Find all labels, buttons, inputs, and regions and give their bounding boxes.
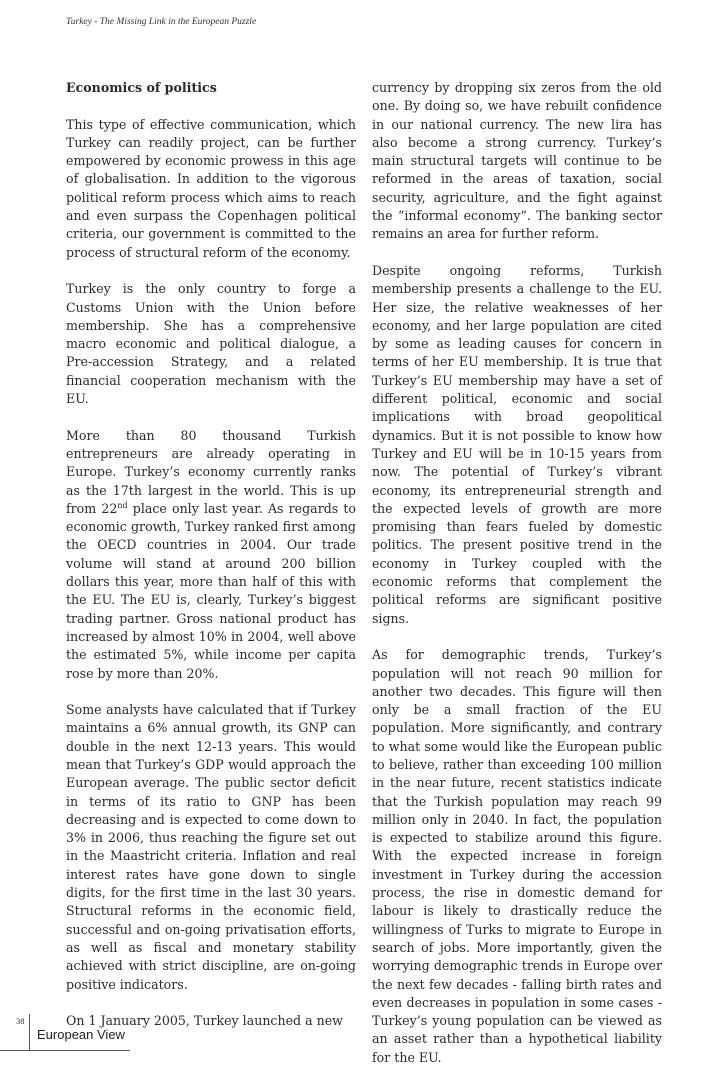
section-heading: Economics of politics — [66, 80, 217, 95]
running-header: Turkey - The Missing Link in the European Puzzle — [66, 17, 257, 27]
footer-publication-title: European View — [37, 1027, 125, 1042]
page-number: 38 — [16, 1016, 25, 1026]
paragraph-customs-union: Turkey is the only country to forge a Customs Union with the Union before membership. She has a comprehensive macro economic and political dialogue, a Pre-accession Strategy, and a related financial cooperation mechanism with the EU. — [66, 281, 356, 407]
paragraph-currency-continued: currency by dropping six zeros from the old one. By doing so, we have rebuilt confidence in our national currency. The new lira has also become a strong currency. Turkey’s main structural targets will continue to be reformed in the areas of taxation, social security, agriculture, and the fight against the “informal economy”. The banking sector remains an area for further reform. — [372, 80, 662, 242]
paragraph-new-currency-start: On 1 January 2005, Turkey launched a new — [66, 1013, 343, 1029]
paragraph-communication: This type of effective communication, which Turkey can readily project, can be further empowered by economic prowess in this age of globalisation. In addition to the vigorous political reform process which aims to reach and even surpass the Copenhagen political criteria, our government is committed to the process of structural reform of the economy. — [66, 116, 356, 260]
right-column — [372, 79, 662, 1067]
paragraph-entrepreneurs-part-b: place only last year. As regards to economic growth, Turkey ranked first among the OECD countries in 2004. Our trade volume will stand at around 200 billion dollars this year, more than half of this with the EU. The EU is, clearly, Turkey’s biggest trading partner. Gross national product has increased by almost 10% in 2004, well above the estimated 5%, while income per capita rose by more than 20%. — [66, 500, 356, 681]
paragraph-entrepreneurs-part-a: More than 80 thousand Turkish entrepreneurs are already operating in Europe. Turkey’s economy currently ranks as the 17th largest in the world. This is up from 22 — [66, 427, 356, 516]
left-column — [66, 79, 356, 1030]
paragraph-entrepreneurs — [66, 427, 356, 683]
footer-horizontal-rule — [0, 1050, 130, 1051]
paragraph-membership-challenge: Despite ongoing reforms, Turkish membership presents a challenge to the EU. Her size, the relative weaknesses of her economy, and her large population are cited by some as leading causes for concern in terms of her EU membership. It is true that Turkey’s EU membership may have a set of different political, economic and social implications with broad geopolitical dynamics. But it is not possible to know how Turkey and EU will be in 10-15 years from now. The potential of Turkey’s vibrant economy, its entrepreneurial strength and the expected levels of growth are more promising than fears fueled by domestic politics. The present positive trend in the economy in Turkey coupled with the economic reforms that complement the political reforms are significant positive signs. — [372, 262, 662, 626]
paragraph-demographic-trends: As for demographic trends, Turkey’s population will not reach 90 million for another two decades. This figure will then only be a small fraction of the EU population. More significantly, and contrary to what some would like the European public to believe, rather than exceeding 100 million in the near future, recent statistics indicate that the Turkish population may reach 99 million only in 2040. In fact, the population is expected to stabilize around this figure. With the expected increase in foreign investment in Turkey during the accession process, the rise in domestic demand for labour is likely to drastically reduce the willingness of Turks to migrate to Europe in search of jobs. More importantly, given the worrying demographic trends in Europe over the next few decades - falling birth rates and even decreases in population in some cases - Turkey’s young population can be viewed as an asset rather than a hypothetical liability for the EU. — [372, 647, 662, 1065]
footer-vertical-rule — [29, 1014, 30, 1051]
paragraph-analysts: Some analysts have calculated that if Turkey maintains a 6% annual growth, its GNP can double in the next 12-13 years. This would mean that Turkey’s GDP would approach the European average. The public sector deficit in terms of its ratio to GNP has been decreasing and is expected to come down to 3% in 2006, thus reaching the figure set out in the Maastricht criteria. Inflation and real interest rates have gone down to single digits, for the first time in the last 30 years. Structural reforms in the economic field, successful and on-going privatisation efforts, as well as fiscal and monetary stability achieved with strict discipline, are on-going positive indicators. — [66, 702, 356, 992]
ordinal-superscript: nd — [117, 500, 128, 510]
